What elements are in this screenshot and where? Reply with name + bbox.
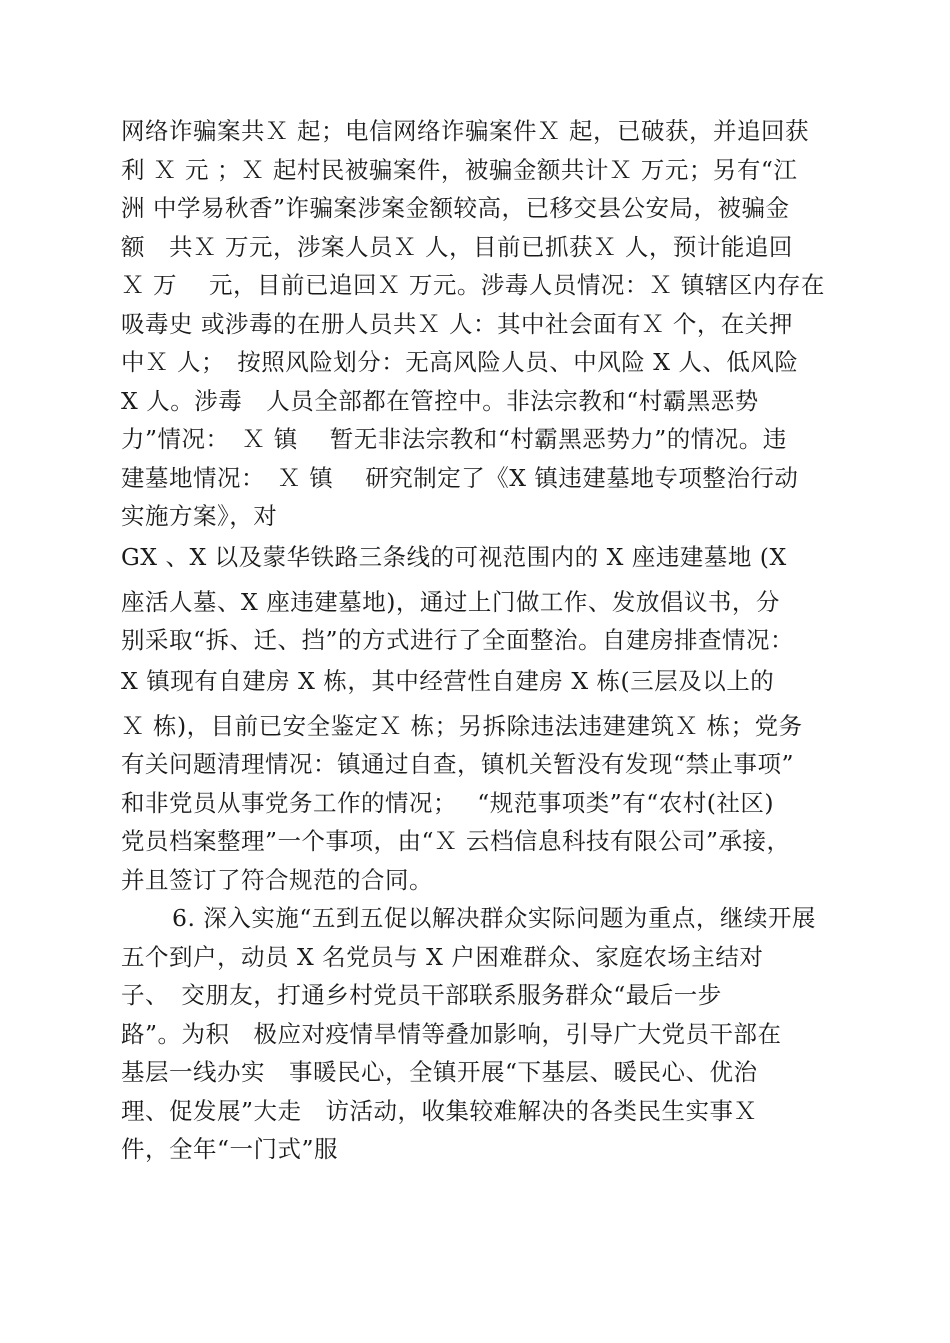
text-line: 吸毒史 或涉毒的在册人员共Ｘ 人：其中社会面有Ｘ 个，在关押 (121, 309, 793, 338)
text-line: 理、促发展”大走 访活动，收集较难解决的各类民生实事Ｘ (121, 1096, 758, 1125)
text-line: X 镇现有自建房 X 栋，其中经营性自建房 X 栋(三层及以上的 (121, 666, 775, 695)
document-body (121, 112, 851, 1169)
text-line: 别采取“拆、迁、挡”的方式进行了全面整治。自建房排查情况： (121, 626, 795, 654)
text-line: X 人。涉毒 人员全部都在管控中。非法宗教和“村霸黑恶势 (121, 386, 759, 415)
text-line: 额 共Ｘ 万元，涉案人员Ｘ 人，目前已抓获Ｘ 人，预计能追回 (121, 232, 793, 261)
text-line: 洲 中学易秋香”诈骗案涉案金额较高，已移交县公安局，被骗金 (121, 194, 790, 222)
text-line: 力”情况： Ｘ 镇 暂无非法宗教和“村霸黑恶势力”的情况。违 (121, 425, 787, 453)
text-line: 件，全年“一门式”服 (121, 1135, 339, 1163)
text-line: 基层一线办实 事暖民心，全镇开展“下基层、暖民心、优治 (121, 1058, 758, 1086)
text-line: Ｘ 栋)，目前已安全鉴定Ｘ 栋；另拆除违法违建建筑Ｘ 栋；党务 (121, 711, 803, 740)
text-line: 路”。为积 极应对疫情旱情等叠加影响，引导广大党员干部在 (121, 1019, 782, 1048)
text-line: 座活人墓、X 座违建墓地)，通过上门做工作、发放倡议书，分 (121, 587, 780, 616)
text-line: 子、 交朋友，打通乡村党员干部联系服务群众“最后一步 (121, 981, 722, 1009)
text-line: 和非党员从事党务工作的情况； “规范事项类”有“农村(社区) (121, 788, 775, 817)
text-line: 有关问题清理情况：镇通过自查，镇机关暂没有发现“禁止事项” (121, 750, 795, 778)
text-line: 五个到户，动员 X 名党员与 X 户困难群众、家庭农场主结对 (121, 942, 764, 971)
text-line: Ｘ 万 元，目前已追回Ｘ 万元。涉毒人员情况：Ｘ 镇辖区内存在 (121, 271, 825, 299)
text-line: 党员档案整理”一个事项，由“Ｘ 云档信息科技有限公司”承接， (121, 827, 791, 855)
text-line: 实施方案》，对 (121, 502, 278, 530)
text-line: 网络诈骗案共Ｘ 起；电信网络诈骗案件Ｘ 起，已破获，并追回获 (121, 117, 809, 145)
text-line: 中Ｘ 人； 按照风险划分：无高风险人员、中风险 X 人、低风险 (121, 348, 799, 376)
text-line: 利 Ｘ 元 ；Ｘ 起村民被骗案件，被骗金额共计Ｘ 万元；另有“江 (121, 155, 798, 184)
text-line: 建墓地情况： Ｘ 镇 研究制定了《X 镇违建墓地专项整治行动 (121, 463, 799, 492)
paragraph-first-line: 6. 深入实施“五到五促以解决群众实际问题为重点，继续开展 (172, 904, 816, 932)
text-line: 并且签订了符合规范的合同。 (121, 865, 433, 894)
text-line: GX 、X 以及蒙华铁路三条线的可视范围内的 X 座违建墓地 (X (121, 542, 787, 571)
